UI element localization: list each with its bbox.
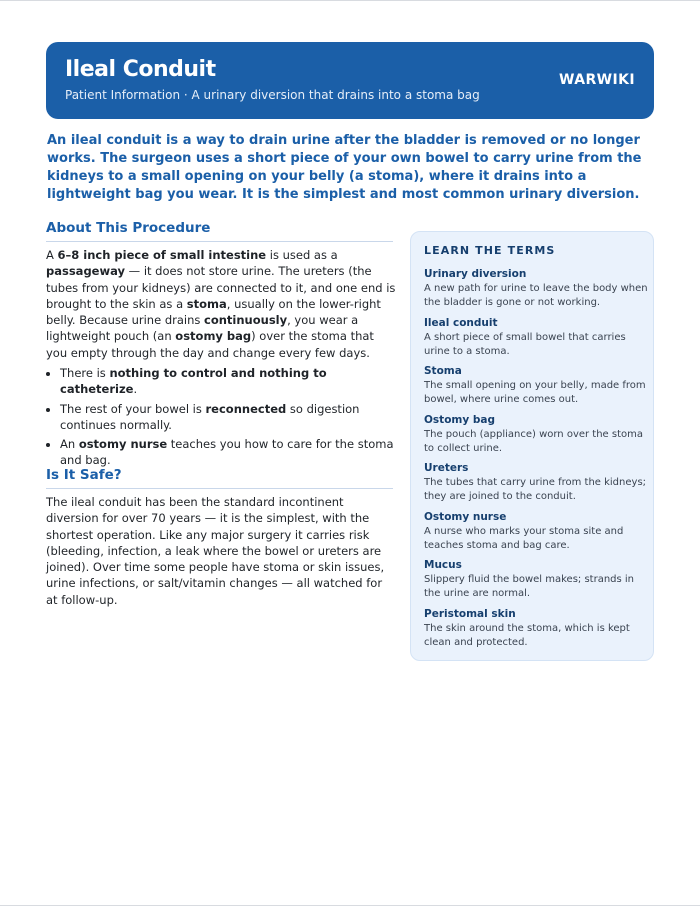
term-name: Mucus [424,559,462,571]
term-name: Peristomal skin [424,608,516,620]
section-heading-safe: Is It Safe? [46,467,393,489]
term-definition: Slippery fluid the bowel makes; strands in the urine are normal. [424,574,635,599]
glossary-term [424,413,648,455]
glossary-heading: LEARN THE TERMS [424,244,556,257]
brand-logo-text: WARWIKI [559,72,635,88]
about-bullet-list [46,365,400,472]
term-name: Ostomy bag [424,414,495,426]
term-definition: The small opening on your belly, made from bowel, where urine comes out. [424,380,646,405]
section-heading-about: About This Procedure [46,220,393,242]
glossary-panel [410,231,654,661]
list-item: • An ostomy nurse teaches you how to care for the stoma and bag. [60,436,400,469]
header-banner [46,42,654,119]
page-title: Ileal Conduit [65,57,216,82]
safe-paragraph: The ileal conduit has been the standard incontinent diversion for over 70 years — it is the simplest, with the shortest operation. Like any major surgery it carries risk (bleeding, infection, a leak where the bowel or ureters are joined). Over time some people have stoma or skin issues, urine infections, or salt/vitamin changes — all watched for at follow-up. [46,495,385,607]
term-name: Ureters [424,462,469,474]
term-definition: The pouch (appliance) worn over the stoma to collect urine. [424,429,644,454]
term-name: Stoma [424,365,462,377]
glossary-term [424,461,648,503]
glossary-term [424,510,648,552]
glossary-term [424,558,648,600]
term-name: Ostomy nurse [424,511,507,523]
intro-summary: An ileal conduit is a way to drain urine after the bladder is removed or no longer works. The surgeon uses a short piece of your own bowel to carry urine from the kidneys to a small opening on your belly (a stoma), where it drains into a lightweight bag you wear. It is the simplest and most common urinary diversion. [47,133,642,202]
list-item: • There is nothing to control and nothing to catheterize. [60,365,400,398]
term-definition: A new path for urine to leave the body when the bladder is gone or not working. [424,283,648,308]
list-item: • The rest of your bowel is reconnected so digestion continues normally. [60,401,400,434]
term-name: Urinary diversion [424,268,527,280]
about-paragraph: A 6–8 inch piece of small intestine is used as a passageway — it does not store urine. The ureters (the tubes from your kidneys) are connected to it, and one end is brought to the skin as a stoma, usually on the lower-right belly. Because urine drains continuously, you wear a lightweight pouch (an ostomy bag) over the stoma that you empty through the day and change every few days. [46,248,396,360]
glossary-term [424,607,648,649]
term-definition: The tubes that carry urine from the kidneys; they are joined to the conduit. [424,477,647,502]
term-definition: The skin around the stoma, which is kept clean and protected. [424,623,630,648]
page-subtitle: Patient Information · A urinary diversion that drains into a stoma bag [65,88,480,102]
glossary-term [424,364,648,406]
term-definition: A short piece of small bowel that carries urine to a stoma. [424,332,626,357]
glossary-term [424,316,648,358]
term-name: Ileal conduit [424,317,498,329]
term-definition: A nurse who marks your stoma site and teaches stoma and bag care. [424,526,624,551]
glossary-term [424,267,648,309]
